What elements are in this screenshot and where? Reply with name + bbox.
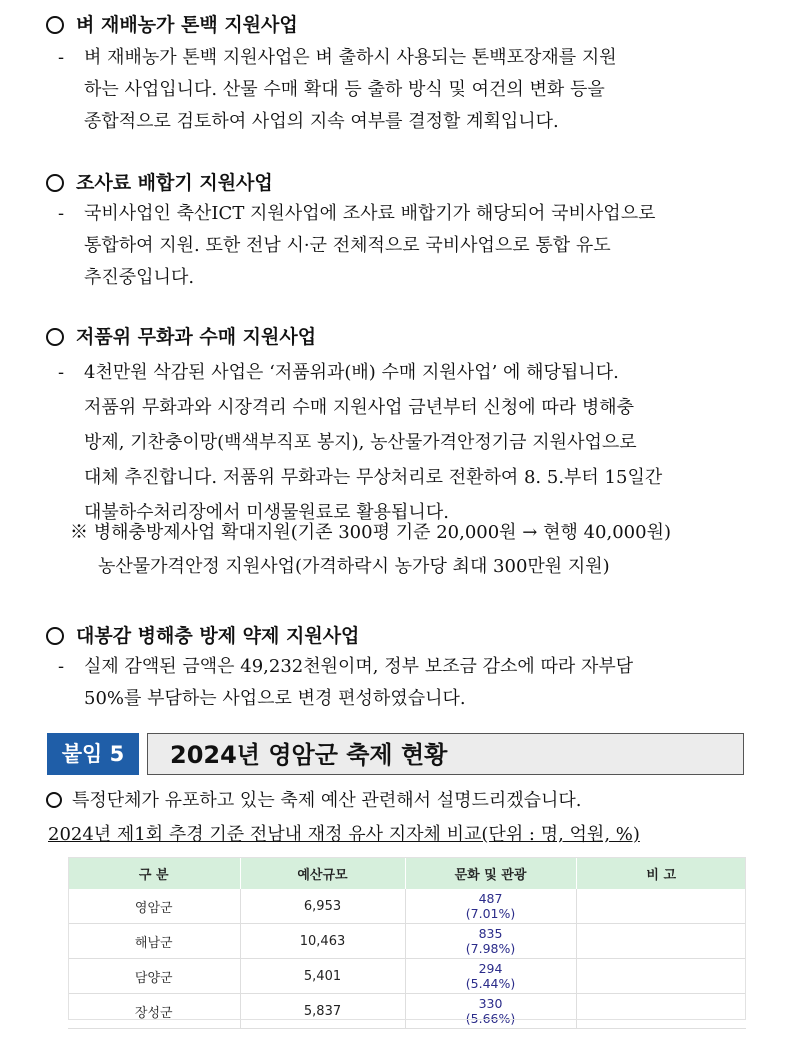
section-body-3 [58,355,758,530]
header-budget: 예산규모 [240,857,405,889]
culture-percent: (7.98%) [465,941,516,956]
bullet-circle-icon [46,16,64,34]
section-heading-text: 벼 재배농가 톤백 지원사업 [76,14,298,36]
body-line: 벼 재배농가 톤백 지원사업은 벼 출하시 사용되는 톤백포장재를 지원 [84,47,617,68]
section-heading-text: 대봉감 병해충 방제 약제 지원사업 [76,625,360,647]
cell-note [576,924,746,959]
body-line: 4천만원 삭감된 사업은 ‘저품위과(배) 수매 지원사업’ 에 해당됩니다. [84,362,619,383]
bullet-circle-icon [46,328,64,346]
cell-region: 해남군 [68,924,240,959]
dash-bullet: - [58,656,65,677]
header-category: 구 분 [68,857,240,889]
body-line: 실제 감액된 금액은 49,232천원이며, 정부 보조금 감소에 따라 자부담 [84,656,634,677]
culture-value: 487 [478,891,503,906]
body-line: 종합적으로 검토하여 사업의 지속 여부를 결정할 계획입니다. [84,111,559,132]
body-line: 50%를 부담하는 사업으로 변경 편성하였습니다. [84,688,466,709]
bullet-circle-icon [46,627,64,645]
section-body-1 [58,42,758,138]
dash-bullet: - [58,362,65,383]
cell-note [576,889,746,924]
attachment-title: 2024년 영암군 축제 현황 [147,733,744,775]
cell-culture [405,889,576,924]
intro-line [46,786,582,812]
cell-region: 영암군 [68,889,240,924]
body-line: 저품위 무화과와 시장격리 수매 지원사업 금년부터 신청에 따라 병해충 [84,397,635,418]
body-line: 대불하수처리장에서 미생물원료로 활용됩니다. [84,502,449,523]
header-note: 비 고 [576,857,746,889]
table-row [68,889,746,924]
comparison-table [68,857,746,1029]
section-heading-text: 저품위 무화과 수매 지원사업 [76,326,317,348]
cell-culture [405,994,576,1029]
cell-budget: 6,953 [240,889,405,924]
attachment-header [47,733,744,777]
body-line: 국비사업인 축산ICT 지원사업에 조사료 배합기가 해당되어 국비사업으로 [84,203,656,224]
culture-value: 835 [478,926,503,941]
cell-budget: 5,837 [240,994,405,1029]
section-heading-1 [46,10,298,37]
section-heading-text: 조사료 배합기 지원사업 [76,172,273,194]
cell-culture [405,959,576,994]
section-heading-2 [46,168,273,195]
intro-text: 특정단체가 유포하고 있는 축제 예산 관련해서 설명드리겠습니다. [72,790,582,811]
header-culture: 문화 및 관광 [405,857,576,889]
body-line: 대체 추진합니다. 저품위 무화과는 무상처리로 전환하여 8. 5.부터 15일간 [84,467,663,488]
table-row [68,959,746,994]
cell-note [576,994,746,1029]
cell-note [576,959,746,994]
table-header-row [68,857,746,889]
culture-value: 294 [478,961,503,976]
dash-bullet: - [58,47,65,68]
section-body-4 [58,651,758,715]
cell-budget: 10,463 [240,924,405,959]
note-line-1: ※ 병해충방제사업 확대지원(기존 300평 기준 20,000원 → 현행 40,000원) [70,522,671,543]
culture-percent: (5.66%) [465,1011,516,1026]
note-line-2: 농산물가격안정 지원사업(가격하락시 농가당 최대 300만원 지원) [98,556,610,577]
cell-culture [405,924,576,959]
bullet-circle-icon [46,174,64,192]
bullet-circle-icon [46,792,62,808]
section-heading-4 [46,621,359,648]
culture-value: 330 [478,996,503,1011]
body-line: 하는 사업입니다. 산물 수매 확대 등 출하 방식 및 여건의 변화 등을 [84,79,605,100]
cell-region: 담양군 [68,959,240,994]
table-row [68,924,746,959]
cell-budget: 5,401 [240,959,405,994]
cell-region: 장성군 [68,994,240,1029]
body-line: 방제, 기찬충이망(백색부직포 봉지), 농산물가격안정기금 지원사업으로 [84,432,637,453]
table-row [68,994,746,1029]
section-body-2 [58,198,758,294]
table-caption: 2024년 제1회 추경 기준 전남내 재정 유사 지자체 비교(단위 : 명, 억원, %) [48,824,640,845]
body-line: 통합하여 지원. 또한 전남 시·군 전체적으로 국비사업으로 통합 유도 [84,235,611,256]
culture-percent: (5.44%) [465,976,516,991]
attachment-tag: 붙임 5 [47,733,139,775]
dash-bullet: - [58,203,65,224]
section-heading-3 [46,322,316,349]
culture-percent: (7.01%) [465,906,516,921]
body-line: 추진중입니다. [84,267,195,288]
